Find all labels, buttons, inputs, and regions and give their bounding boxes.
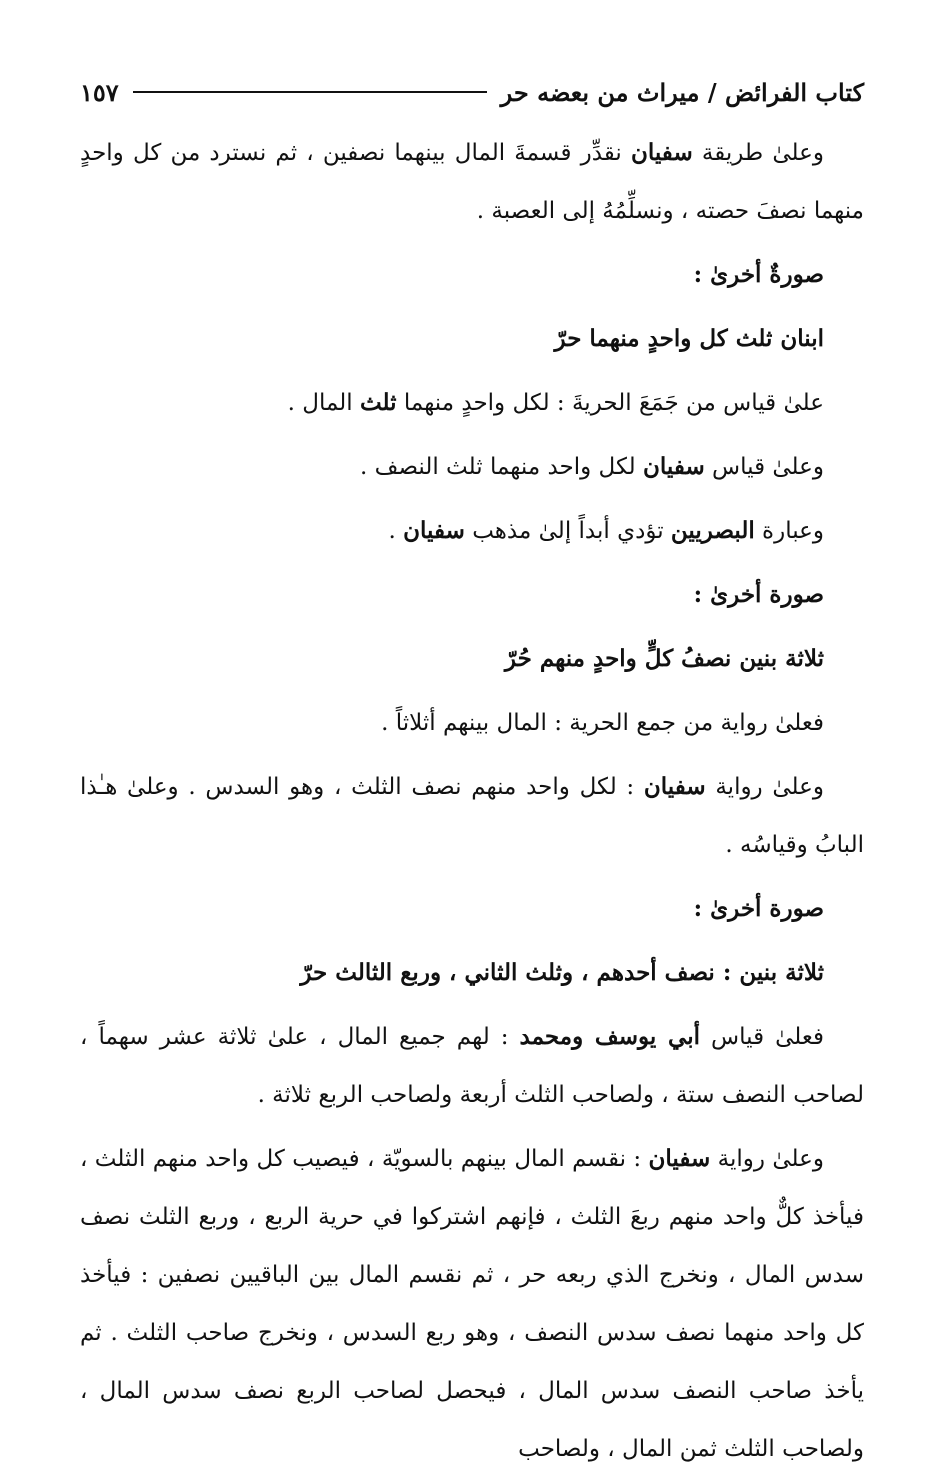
paragraph-freedom-combination [80,374,864,432]
bold-name: سفيان [630,139,693,166]
text-run: نقدِّر قسمةَ المال بينهما نصفين ، ثم نسترد من كل واحدٍ منهما نصفَ حصته ، ونسلِّمُهُ إلى العصبة . [80,140,864,224]
case-heading: ابنان ثلث كل واحدٍ منهما حرّ [554,325,824,352]
paragraph-sufyan-narration [80,758,864,874]
text-run: وعبارة [754,518,824,544]
running-header [80,70,864,114]
text-run: فعلىٰ قياس [700,1024,824,1050]
paragraph-abu-yusuf [80,1008,864,1124]
case-heading: ثلاثة بنين : نصف أحدهم ، وثلث الثاني ، وربع الثالث حرّ [300,959,824,986]
bold-name: سفيان [643,773,706,800]
text-run: وعلىٰ قياس [704,454,824,480]
bold-term: ثلث [359,389,397,416]
paragraph-thirds: فعلىٰ رواية من جمع الحرية : المال بينهم أثلاثاً . [381,710,824,736]
text-run: تؤدي أبداً إلىٰ مذهب [464,518,671,544]
bold-name: سفيان [403,517,465,544]
bold-name: أبي يوسف ومحمد [519,1023,700,1050]
text-run: وعلىٰ رواية [710,1146,824,1172]
chapter-title: كتاب الفرائض / ميراث من بعضه حر [500,77,864,107]
header-rule [133,91,487,93]
text-run: وعلىٰ طريقة [692,140,824,166]
text-run: . [388,518,404,544]
bold-name: سفيان [642,453,705,480]
text-run: : لهم جميع المال ، علىٰ ثلاثة عشر سهماً ، لصاحب النصف ستة ، ولصاحب الثلث أربعة ولصاحب الربع ثلاثة . [80,1024,864,1108]
text-run: المال . [287,390,360,416]
text-run: علىٰ قياس من جَمَعَ الحريةَ : لكل واحدٍ منهما [396,390,824,416]
paragraph-sufyan-analogy [80,438,864,496]
case-heading: ثلاثة بنين نصفُ كلٍّ واحدٍ منهم حُرّ [504,645,824,672]
page-number: ١٥٧ [80,77,119,107]
paragraph-sufyan-division [80,1130,864,1478]
text-run: : لكل واحد منهم نصف الثلث ، وهو السدس . وعلىٰ هـٰذا البابُ وقياسُه . [80,774,864,858]
text-run: لكل واحد منهما ثلث النصف . [360,454,643,480]
section-heading: صورة أخرىٰ : [693,581,824,608]
page-body [80,124,864,1478]
paragraph-sufyan-method [80,124,864,240]
bold-name: البصريين [670,517,755,544]
section-heading: صورةٌ أخرىٰ : [693,261,824,288]
paragraph-basrans [80,502,864,560]
text-run: وعلىٰ رواية [705,774,824,800]
bold-name: سفيان [648,1145,711,1172]
section-heading: صورة أخرىٰ : [693,895,824,922]
text-run: : نقسم المال بينهم بالسويّة ، فيصيب كل واحد منهم الثلث ، فيأخذ كلٌّ واحد منهم ربعَ الثلث ، فإنهم اشتركوا في حرية الربع ، وربع الثلث نصف سدس المال ، ونخرج الذي ربعه حر ، ثم نقسم المال بين الباقيين نصفين : فيأخذ كل واحد منهما نصف سدس النصف ، وهو ربع السدس ، ونخرج صاحب الثلث . ثم يأخذ صاحب النصف سدس المال ، فيحصل لصاحب الربع نصف سدس المال ، ولصاحب الثلث ثمن المال ، ولصاحب [80,1146,864,1462]
